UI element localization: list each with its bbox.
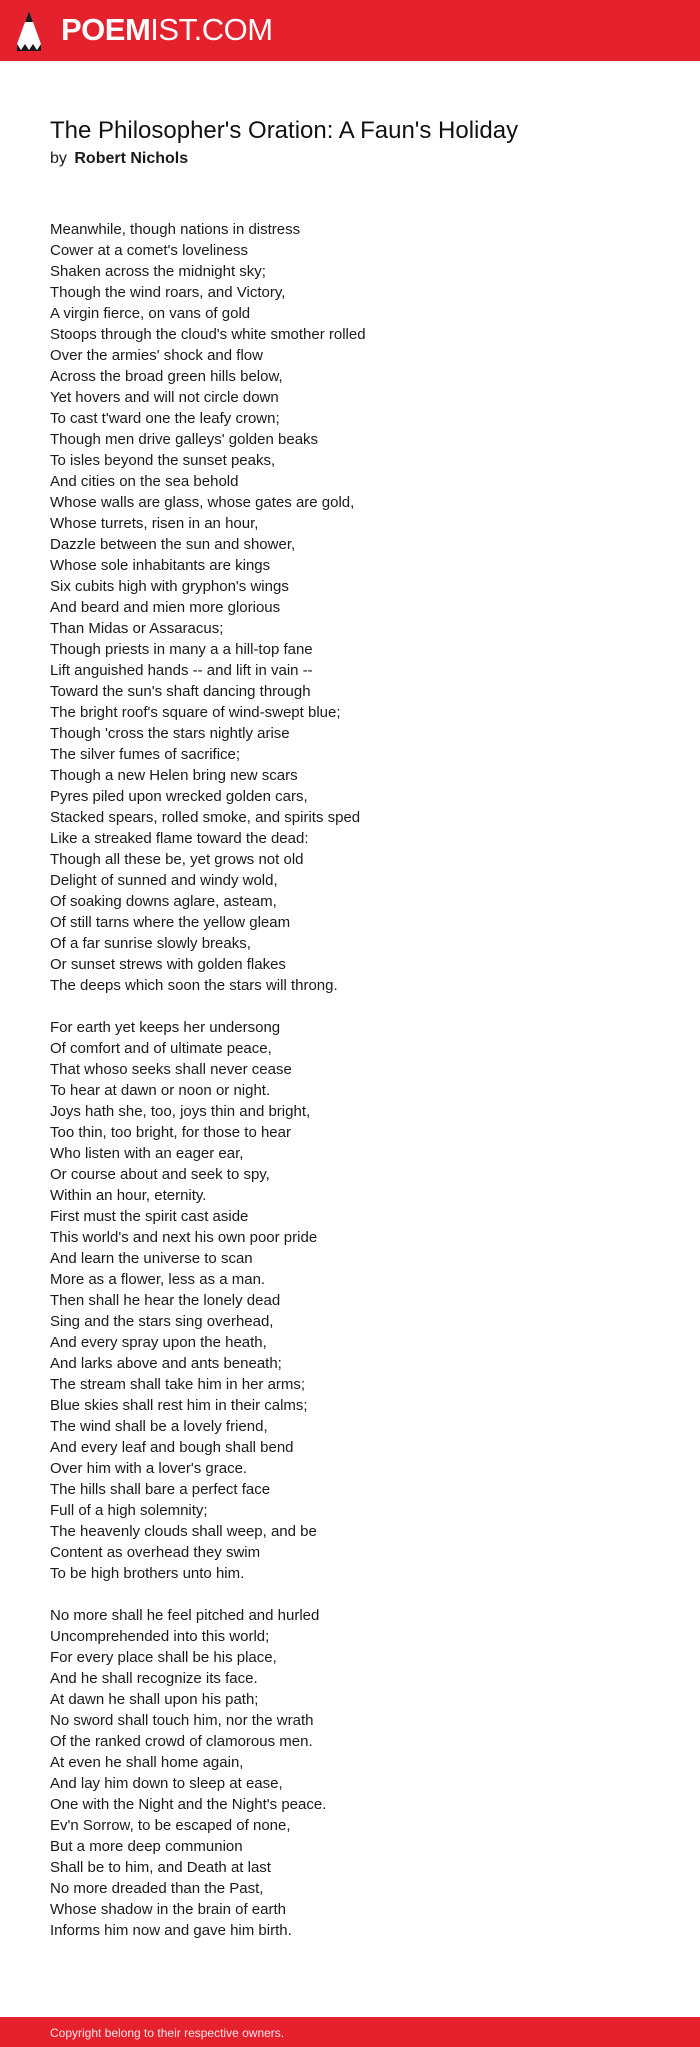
poem-line: For every place shall be his place, [50, 1649, 277, 1666]
poem-line: At even he shall home again, [50, 1754, 244, 1771]
poem-line: To isles beyond the sunset peaks, [50, 452, 276, 469]
byline [50, 148, 188, 170]
poem-line: Whose walls are glass, whose gates are gold, [50, 494, 355, 511]
by-label: by [50, 150, 67, 167]
logo-text-light: IST.COM [150, 12, 273, 47]
poem-line: Of soaking downs aglare, asteam, [50, 893, 277, 910]
copyright-text: Copyright belong to their respective owners. [50, 2026, 285, 2040]
poem-line: The deeps which soon the stars will throng. [50, 977, 338, 994]
poem-line: Within an hour, eternity. [50, 1187, 207, 1204]
site-footer [0, 2017, 700, 2047]
poem-line: And beard and mien more glorious [50, 599, 281, 616]
poem-line: The heavenly clouds shall weep, and be [50, 1523, 317, 1540]
poem-line: Informs him now and gave him birth. [50, 1922, 292, 1939]
poem-title: The Philosopher's Oration: A Faun's Holiday [50, 117, 519, 144]
stanza [50, 1017, 650, 1584]
poem-line: The hills shall bare a perfect face [50, 1481, 271, 1498]
poem-line: Full of a high solemnity; [50, 1502, 208, 1519]
poem-line: Stoops through the cloud's white smother rolled [50, 326, 366, 343]
pencil-icon[interactable] [16, 10, 42, 52]
poem-line: Lift anguished hands -- and lift in vain -- [50, 662, 313, 679]
poem-line: And every spray upon the heath, [50, 1334, 267, 1351]
poem-line: Like a streaked flame toward the dead: [50, 830, 309, 847]
poem-line: And he shall recognize its face. [50, 1670, 258, 1687]
site-header [0, 0, 700, 61]
poem-line: Stacked spears, rolled smoke, and spirits sped [50, 809, 361, 826]
poem-line: Pyres piled upon wrecked golden cars, [50, 788, 308, 805]
poem-line: Too thin, too bright, for those to hear [50, 1124, 291, 1141]
poem-line: The silver fumes of sacrifice; [50, 746, 241, 763]
poem-line: This world's and next his own poor pride [50, 1229, 318, 1246]
poem-line: Sing and the stars sing overhead, [50, 1313, 274, 1330]
poem-line: Though the wind roars, and Victory, [50, 284, 286, 301]
poem-line: Blue skies shall rest him in their calms; [50, 1397, 308, 1414]
poem-line: Whose turrets, risen in an hour, [50, 515, 259, 532]
poem-line: To cast t'ward one the leafy crown; [50, 410, 280, 427]
poem-line: For earth yet keeps her undersong [50, 1019, 281, 1036]
poem-line: And learn the universe to scan [50, 1250, 253, 1267]
poem-line: At dawn he shall upon his path; [50, 1691, 259, 1708]
poem-line: One with the Night and the Night's peace. [50, 1796, 327, 1813]
poem-line: Cower at a comet's loveliness [50, 242, 248, 259]
poem-line: Uncomprehended into this world; [50, 1628, 270, 1645]
stanza [50, 219, 650, 996]
poem-line: To be high brothers unto him. [50, 1565, 245, 1582]
poem-line: Then shall he hear the lonely dead [50, 1292, 281, 1309]
poem-line: Toward the sun's shaft dancing through [50, 683, 311, 700]
poem-line: And every leaf and bough shall bend [50, 1439, 294, 1456]
site-logo[interactable] [61, 11, 273, 49]
poem-line: And cities on the sea behold [50, 473, 239, 490]
poem-line: Across the broad green hills below, [50, 368, 283, 385]
poem-line: Though priests in many a a hill-top fane [50, 641, 313, 658]
poem-line: Of still tarns where the yellow gleam [50, 914, 291, 931]
poem-line: Or sunset strews with golden flakes [50, 956, 286, 973]
poem-line: Six cubits high with gryphon's wings [50, 578, 289, 595]
poem-line: The bright roof's square of wind-swept blue; [50, 704, 341, 721]
poem-line: Whose shadow in the brain of earth [50, 1901, 286, 1918]
poem-line: That whoso seeks shall never cease [50, 1061, 292, 1078]
poem-line: Who listen with an eager ear, [50, 1145, 244, 1162]
poem-line: Meanwhile, though nations in distress [50, 221, 301, 238]
poem-line: Though men drive galleys' golden beaks [50, 431, 319, 448]
poem-line: Content as overhead they swim [50, 1544, 261, 1561]
poem-line: Shaken across the midnight sky; [50, 263, 266, 280]
poem-line: The stream shall take him in her arms; [50, 1376, 306, 1393]
poem-line: Than Midas or Assaracus; [50, 620, 224, 637]
poem-line: No sword shall touch him, nor the wrath [50, 1712, 314, 1729]
poem-line: More as a flower, less as a man. [50, 1271, 266, 1288]
poem-line: Of the ranked crowd of clamorous men. [50, 1733, 313, 1750]
poem-line: No more dreaded than the Past, [50, 1880, 264, 1897]
poem-line: Yet hovers and will not circle down [50, 389, 279, 406]
author-name: Robert Nichols [74, 150, 189, 167]
poem-line: And lay him down to sleep at ease, [50, 1775, 283, 1792]
poem-line: A virgin fierce, on vans of gold [50, 305, 251, 322]
poem-line: Over him with a lover's grace. [50, 1460, 248, 1477]
poem-line: Or course about and seek to spy, [50, 1166, 270, 1183]
poem-line: First must the spirit cast aside [50, 1208, 249, 1225]
poem-body [50, 219, 650, 1962]
poem-line: To hear at dawn or noon or night. [50, 1082, 271, 1099]
poem-line: Shall be to him, and Death at last [50, 1859, 271, 1876]
poem-line: Ev'n Sorrow, to be escaped of none, [50, 1817, 291, 1834]
poem-line: Though all these be, yet grows not old [50, 851, 304, 868]
poem-line: The wind shall be a lovely friend, [50, 1418, 268, 1435]
poem-line: No more shall he feel pitched and hurled [50, 1607, 320, 1624]
poem-line: And larks above and ants beneath; [50, 1355, 282, 1372]
stanza [50, 1605, 650, 1941]
poem-line: Joys hath she, too, joys thin and bright, [50, 1103, 311, 1120]
poem-line: Whose sole inhabitants are kings [50, 557, 271, 574]
poem-line: Over the armies' shock and flow [50, 347, 263, 364]
logo-text-bold: POEM [61, 12, 151, 47]
poem-line: Of a far sunrise slowly breaks, [50, 935, 251, 952]
poem-line: Dazzle between the sun and shower, [50, 536, 296, 553]
poem-line: Though 'cross the stars nightly arise [50, 725, 290, 742]
poem-line: Delight of sunned and windy wold, [50, 872, 278, 889]
poem-line: Of comfort and of ultimate peace, [50, 1040, 272, 1057]
poem-line: But a more deep communion [50, 1838, 243, 1855]
poem-line: Though a new Helen bring new scars [50, 767, 298, 784]
